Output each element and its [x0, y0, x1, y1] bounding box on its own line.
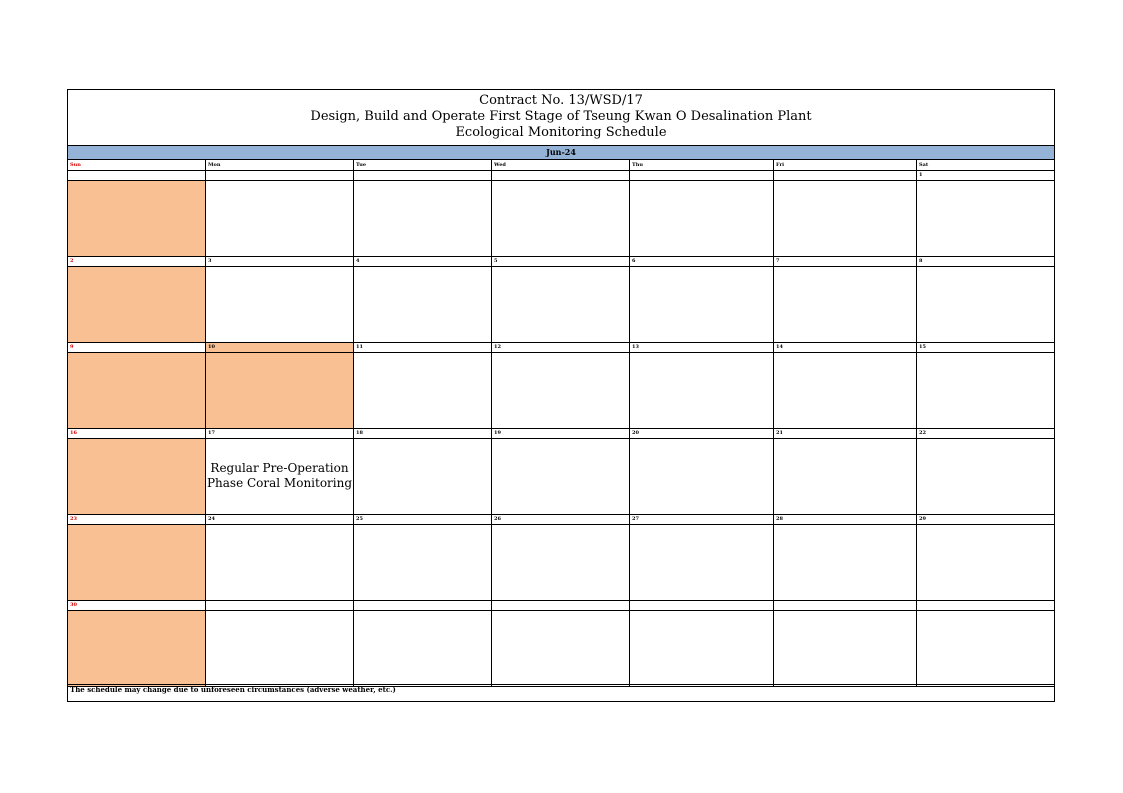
date-number	[206, 171, 354, 181]
week-body-row	[68, 439, 1054, 515]
date-number: 16	[68, 429, 206, 439]
date-number: 29	[917, 515, 1054, 525]
week-body-row	[68, 353, 1054, 429]
date-number	[774, 171, 917, 181]
day-cell	[630, 525, 774, 601]
date-number: 5	[492, 257, 630, 267]
date-number: 13	[630, 343, 774, 353]
week-date-row	[68, 343, 1054, 353]
date-number: 10	[206, 343, 354, 353]
weekday-wed: Wed	[492, 160, 630, 171]
day-cell	[492, 267, 630, 343]
date-number: 6	[630, 257, 774, 267]
day-cell	[492, 525, 630, 601]
day-cell	[206, 611, 354, 687]
date-number: 28	[774, 515, 917, 525]
day-cell	[917, 611, 1054, 687]
date-number: 7	[774, 257, 917, 267]
date-number	[630, 601, 774, 611]
day-cell	[630, 181, 774, 257]
date-number: 3	[206, 257, 354, 267]
date-number	[354, 171, 492, 181]
day-cell	[774, 267, 917, 343]
week-body-row	[68, 267, 1054, 343]
month-header: Jun-24	[68, 146, 1054, 160]
date-number: 15	[917, 343, 1054, 353]
date-number: 2	[68, 257, 206, 267]
week-date-row	[68, 429, 1054, 439]
day-cell	[68, 439, 206, 515]
week-date-row	[68, 601, 1054, 611]
day-cell	[917, 353, 1054, 429]
day-cell	[630, 353, 774, 429]
weekday-tue: Tue	[354, 160, 492, 171]
weekday-sat: Sat	[917, 160, 1054, 171]
footnote: The schedule may change due to unforeseen circumstances (adverse weather, etc.)	[68, 684, 1054, 701]
day-cell	[68, 181, 206, 257]
day-cell	[774, 611, 917, 687]
date-number: 11	[354, 343, 492, 353]
date-number: 18	[354, 429, 492, 439]
weekday-fri: Fri	[774, 160, 917, 171]
date-number: 1	[917, 171, 1054, 181]
date-number: 30	[68, 601, 206, 611]
date-number	[630, 171, 774, 181]
event-label: Regular Pre-Operation Phase Coral Monitoring	[206, 461, 353, 490]
date-number: 9	[68, 343, 206, 353]
day-cell	[630, 439, 774, 515]
day-cell	[206, 439, 354, 515]
weekday-sun: Sun	[68, 160, 206, 171]
project-title: Design, Build and Operate First Stage of Tseung Kwan O Desalination Plant	[310, 109, 812, 124]
day-cell	[774, 525, 917, 601]
weekday-header-row	[68, 160, 1054, 171]
date-number: 4	[354, 257, 492, 267]
calendar-grid	[68, 160, 1054, 687]
day-cell	[917, 439, 1054, 515]
date-number	[917, 601, 1054, 611]
schedule-title: Ecological Monitoring Schedule	[455, 125, 667, 140]
schedule-sheet	[67, 89, 1055, 702]
date-number	[354, 601, 492, 611]
date-number: 14	[774, 343, 917, 353]
day-cell	[630, 267, 774, 343]
day-cell	[774, 353, 917, 429]
day-cell	[917, 181, 1054, 257]
date-number: 25	[354, 515, 492, 525]
day-cell	[774, 181, 917, 257]
day-cell	[354, 611, 492, 687]
date-number: 22	[917, 429, 1054, 439]
date-number	[68, 171, 206, 181]
day-cell	[917, 267, 1054, 343]
day-cell	[68, 525, 206, 601]
day-cell	[206, 267, 354, 343]
date-number	[206, 601, 354, 611]
week-body-row	[68, 611, 1054, 687]
day-cell	[354, 267, 492, 343]
weekday-thu: Thu	[630, 160, 774, 171]
week-body-row	[68, 525, 1054, 601]
day-cell	[354, 525, 492, 601]
week-date-row	[68, 515, 1054, 525]
date-number: 19	[492, 429, 630, 439]
day-cell	[68, 267, 206, 343]
day-cell	[917, 525, 1054, 601]
date-number: 21	[774, 429, 917, 439]
week-body-row	[68, 181, 1054, 257]
day-cell	[630, 611, 774, 687]
date-number: 26	[492, 515, 630, 525]
day-cell	[354, 353, 492, 429]
date-number: 27	[630, 515, 774, 525]
date-number: 17	[206, 429, 354, 439]
day-cell	[492, 611, 630, 687]
week-date-row	[68, 257, 1054, 267]
day-cell	[354, 181, 492, 257]
date-number: 24	[206, 515, 354, 525]
title-block	[68, 90, 1054, 146]
day-cell	[206, 525, 354, 601]
date-number	[492, 171, 630, 181]
date-number	[492, 601, 630, 611]
date-number: 20	[630, 429, 774, 439]
weekday-mon: Mon	[206, 160, 354, 171]
day-cell	[492, 439, 630, 515]
date-number: 8	[917, 257, 1054, 267]
day-cell	[774, 439, 917, 515]
week-date-row	[68, 171, 1054, 181]
day-cell	[206, 353, 354, 429]
day-cell	[68, 353, 206, 429]
date-number	[774, 601, 917, 611]
day-cell	[206, 181, 354, 257]
date-number: 23	[68, 515, 206, 525]
day-cell	[492, 353, 630, 429]
day-cell	[354, 439, 492, 515]
day-cell	[492, 181, 630, 257]
day-cell	[68, 611, 206, 687]
date-number: 12	[492, 343, 630, 353]
contract-number: Contract No. 13/WSD/17	[479, 93, 643, 108]
